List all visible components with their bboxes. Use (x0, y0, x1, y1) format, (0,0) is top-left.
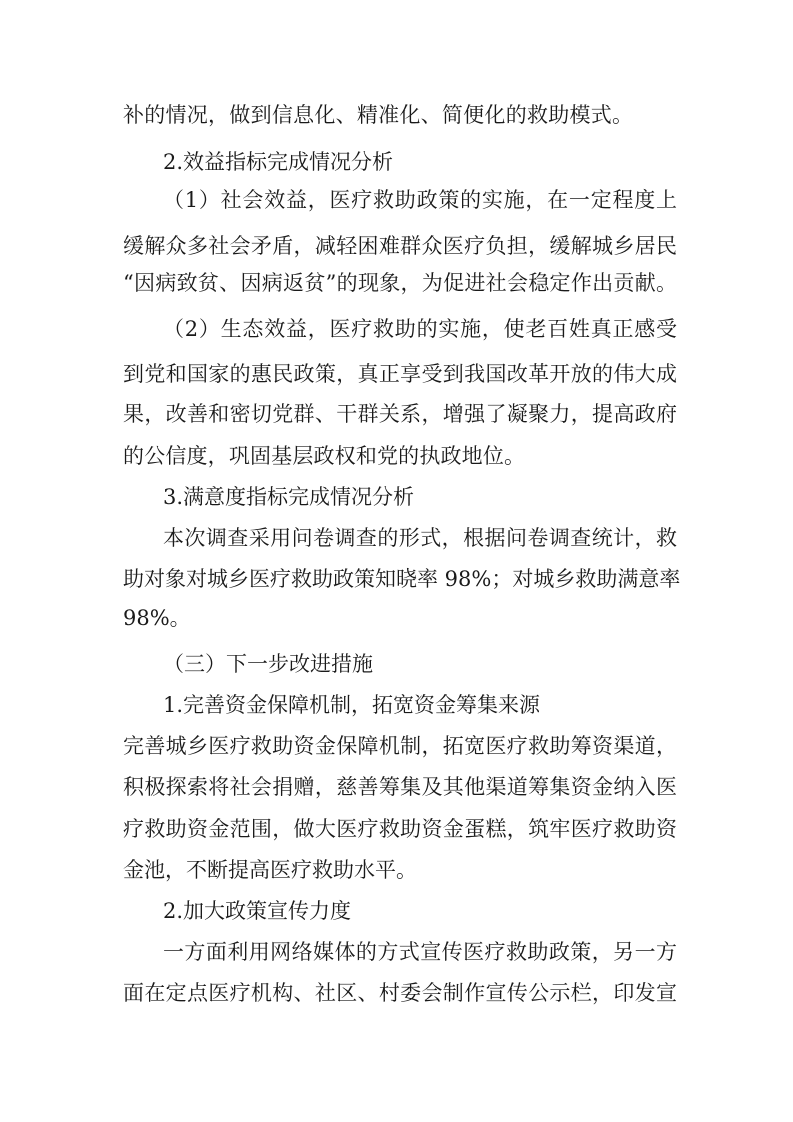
paragraph-line: 缓解众多社会矛盾，减轻困难群众医疗负担，缓解城乡居民 (123, 234, 677, 258)
paragraph-line: 98%。 (123, 606, 191, 630)
paragraph-line: 疗救助资金范围，做大医疗救助资金蛋糕，筑牢医疗救助资 (123, 817, 677, 841)
paragraph-line: 完善城乡医疗救助资金保障机制，拓宽医疗救助筹资渠道， (123, 734, 677, 758)
section-heading: 2.加大政策宣传力度 (163, 899, 352, 923)
paragraph-line: 金池，不断提高医疗救助水平。 (123, 858, 417, 882)
paragraph-line: 果，改善和密切党群、干群关系，增强了凝聚力，提高政府 (123, 402, 677, 426)
paragraph-line: 本次调查采用问卷调查的形式，根据问卷调查统计，救 (163, 526, 677, 550)
section-heading: 3.满意度指标完成情况分析 (163, 485, 415, 509)
paragraph-line: 积极探索将社会捐赠，慈善筹集及其他渠道筹集资金纳入医 (123, 775, 677, 799)
paragraph-line: 助对象对城乡医疗救助政策知晓率 98%；对城乡救助满意率 (123, 567, 681, 591)
paragraph-line: （2）生态效益，医疗救助的实施，使老百姓真正感受 (163, 317, 677, 341)
section-heading: 1.完善资金保障机制，拓宽资金筹集来源 (163, 693, 541, 717)
section-heading: 2.效益指标完成情况分析 (163, 150, 394, 174)
paragraph-line: 的公信度，巩固基层政权和党的执政地位。 (123, 444, 525, 468)
paragraph-line: 到党和国家的惠民政策，真正享受到我国改革开放的伟大成 (123, 362, 677, 386)
paragraph-line: 补的情况，做到信息化、精准化、简便化的救助模式。 (123, 103, 633, 127)
paragraph-line: 面在定点医疗机构、社区、村委会制作宣传公示栏，印发宣 (123, 981, 677, 1005)
section-heading: （三）下一步改进措施 (163, 652, 373, 676)
paragraph-line: 一方面利用网络媒体的方式宣传医疗救助政策，另一方 (163, 940, 677, 964)
paragraph-line: “因病致贫、因病返贫”的现象，为促进社会稳定作出贡献。 (123, 271, 677, 295)
paragraph-line: （1）社会效益，医疗救助政策的实施，在一定程度上 (163, 188, 677, 212)
